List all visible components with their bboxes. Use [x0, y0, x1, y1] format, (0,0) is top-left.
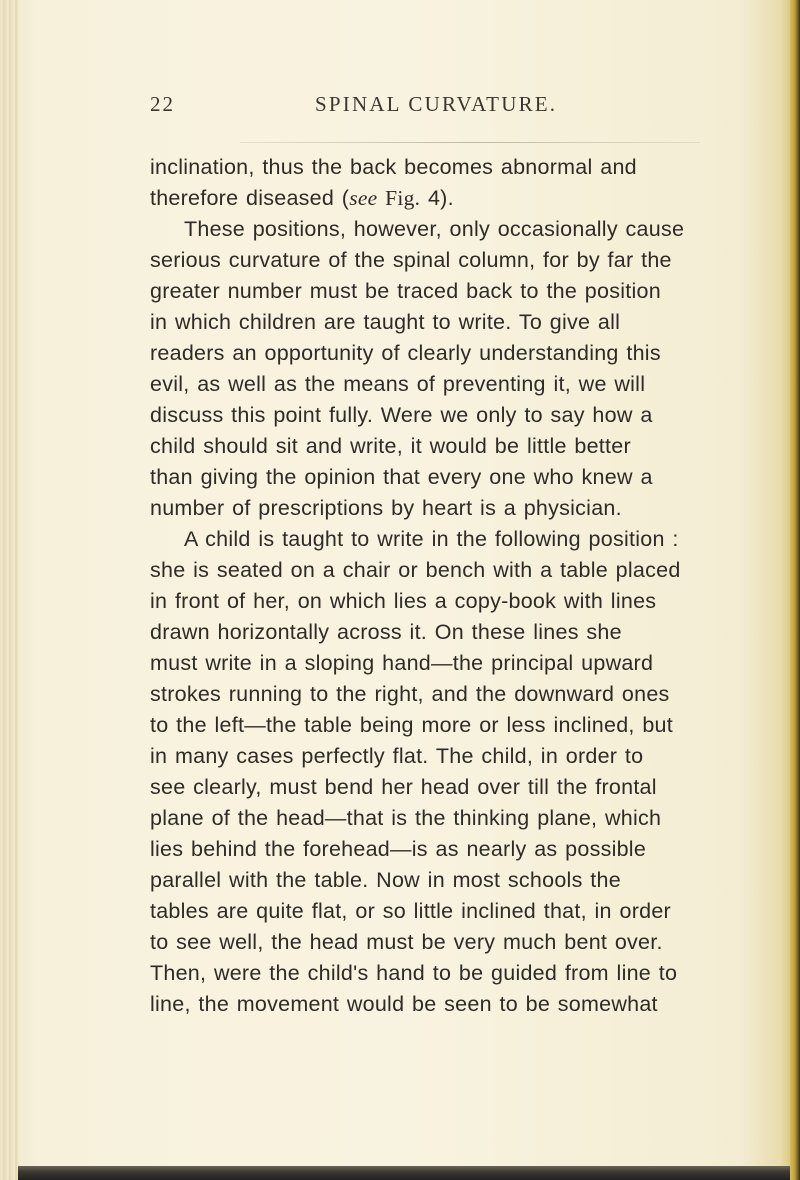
- paragraph-start: These positions, however, only occasionally cause: [184, 217, 685, 241]
- text-line: tables are quite flat, or so little inclined that, in order: [150, 899, 671, 923]
- text-line: readers an opportunity of clearly understanding this: [150, 341, 661, 365]
- text-line: evil, as well as the means of preventing it, we will: [150, 372, 646, 396]
- text-line: than giving the opinion that every one who knew a: [150, 465, 653, 489]
- text-line: number of prescriptions by heart is a physician.: [150, 496, 622, 520]
- page-number: 22: [150, 92, 175, 116]
- text-line: line, the movement would be seen to be somewhat: [150, 992, 658, 1016]
- text-line: Then, were the child's hand to be guided from line to: [150, 961, 678, 985]
- text-line: drawn horizontally across it. On these lines she: [150, 620, 622, 644]
- text-line: strokes running to the right, and the downward ones: [150, 682, 670, 706]
- text-line: [150, 183, 740, 214]
- page-left-edge: [0, 0, 18, 1180]
- page-bottom-edge: [18, 1166, 790, 1180]
- text-line: to see well, the head must be very much bent over.: [150, 930, 663, 954]
- text-line: plane of the head—that is the thinking plane, which: [150, 806, 662, 830]
- running-head: SPINAL CURVATURE.: [315, 92, 558, 116]
- text-line: she is seated on a chair or bench with a table placed: [150, 558, 681, 582]
- text-line: in many cases perfectly flat. The child, in order to: [150, 744, 644, 768]
- page-header: [150, 92, 710, 116]
- text-line: in front of her, on which lies a copy-book with lines: [150, 589, 657, 613]
- italic-see: see: [349, 186, 378, 210]
- fig-reference: Fig.: [385, 186, 421, 210]
- page-right-edge: [790, 0, 800, 1180]
- text-line: greater number must be traced back to the position: [150, 279, 661, 303]
- fig-number: 4).: [427, 186, 454, 210]
- text-line: must write in a sloping hand—the principal upward: [150, 651, 654, 675]
- text-fragment: therefore diseased (: [150, 186, 350, 210]
- text-line: see clearly, must bend her head over till the frontal: [150, 775, 657, 799]
- text-line: parallel with the table. Now in most schools the: [150, 868, 621, 892]
- text-line: lies behind the forehead—is as nearly as possible: [150, 837, 647, 861]
- text-line: discuss this point fully. Were we only to say how a: [150, 403, 653, 427]
- paragraph-start: A child is taught to write in the following position :: [184, 527, 679, 551]
- body-text: [150, 152, 740, 1020]
- header-rule: [240, 142, 700, 143]
- text-line: in which children are taught to write. To give all: [150, 310, 621, 334]
- text-line: to the left—the table being more or less inclined, but: [150, 713, 673, 737]
- text-line: inclination, thus the back becomes abnormal and: [150, 155, 637, 179]
- text-line: child should sit and write, it would be little better: [150, 434, 631, 458]
- text-line: serious curvature of the spinal column, for by far the: [150, 248, 672, 272]
